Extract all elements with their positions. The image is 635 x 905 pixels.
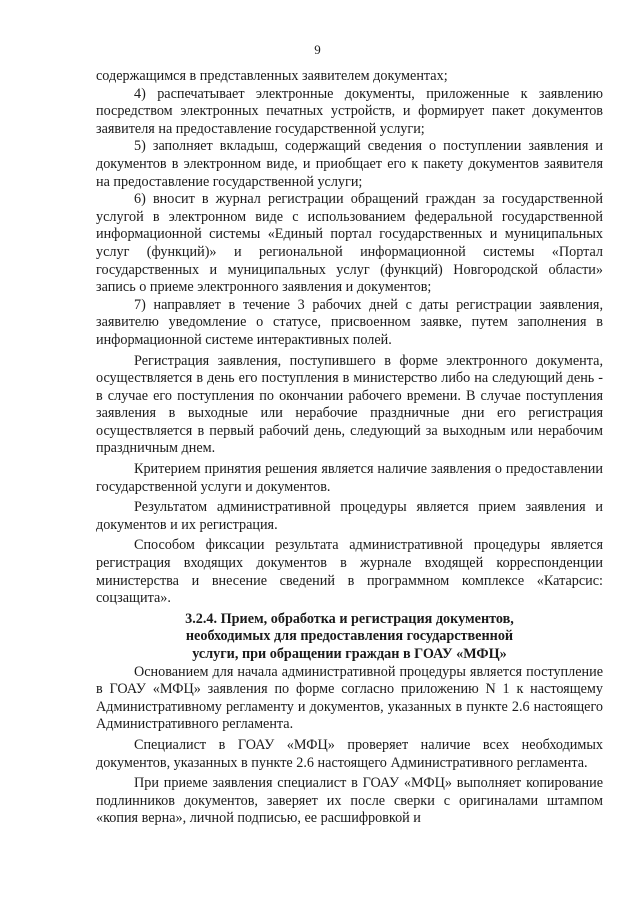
section-heading-line: услуги, при обращении граждан в ГОАУ «МФЦ» [192,646,507,662]
paragraph: Результатом административной процедуры является прием заявления и документов и их регистрация. [96,499,603,533]
paragraph: 5) заполняет вкладыш, содержащий сведения о поступлении заявления и документов в электронном виде, и приобщает его к пакету документов заявителя на предоставление государственной услуги; [96,138,603,190]
paragraph: содержащимся в представленных заявителем документах; [96,68,448,84]
paragraphs-bottom [96,664,603,828]
paragraph: 6) вносит в журнал регистрации обращений граждан за государственной услугой в электронном виде с использованием федеральной государственной информационной системы «Единый портал государственных и муниципальных услуг (функций)» и региональной информационной системы «Портал государственных и муниципальных услуг (функций) Новгородской области» запись о приеме электронного заявления и документов; [96,191,603,296]
section-heading-line: 3.2.4. Прием, обработка и регистрация документов, [185,610,514,627]
paragraph: Основанием для начала административной процедуры является поступление в ГОАУ «МФЦ» заявления по форме согласно приложению N 1 к настоящему Административному регламенту и документов, указанных в пункте 2.6 настоящего Административного регламента. [96,663,603,733]
paragraph: Регистрация заявления, поступившего в форме электронного документа, осуществляется в день его поступления в министерство либо на следующий день - в случае его поступления по окончании рабочего времени. В случае поступления заявления в выходные или нерабочие праздничные дни его регистрация осуществляется в первый рабочий день, следующий за выходным или нерабочим праздничным днем. [96,352,603,457]
paragraph: 4) распечатывает электронные документы, приложенные к заявлению посредством электронных печатных устройств, и формирует пакет документов заявителя на предоставление государственной услуги; [96,85,603,137]
paragraphs-top [96,68,603,608]
paragraph: Способом фиксации результата административной процедуры является регистрация входящих документов в журнале входящей корреспонденции министерства и внесение сведений в программном комплексе «Катарсис: соцзащита». [96,537,603,607]
paragraph: 7) направляет в течение 3 рабочих дней с даты регистрации заявления, заявителю уведомление о статусе, присвоенном заявке, путем заполнения в информационной системе интерактивных полей. [96,296,603,348]
section-heading-line: необходимых для предоставления государственной [185,628,514,645]
paragraph: При приеме заявления специалист в ГОАУ «МФЦ» выполняет копирование подлинников документов, заверяет их после сверки с оригиналами штампом «копия верна», личной подписью, ее расшифровкой и [96,775,603,827]
paragraph: Критерием принятия решения является наличие заявления о предоставлении государственной услуги и документов. [96,461,603,495]
document-body [96,68,603,828]
paragraph: Специалист в ГОАУ «МФЦ» проверяет наличие всех необходимых документов, указанных в пункте 2.6 настоящего Административного регламента. [96,736,603,771]
section-heading [96,611,603,664]
page-number: 9 [314,42,321,57]
